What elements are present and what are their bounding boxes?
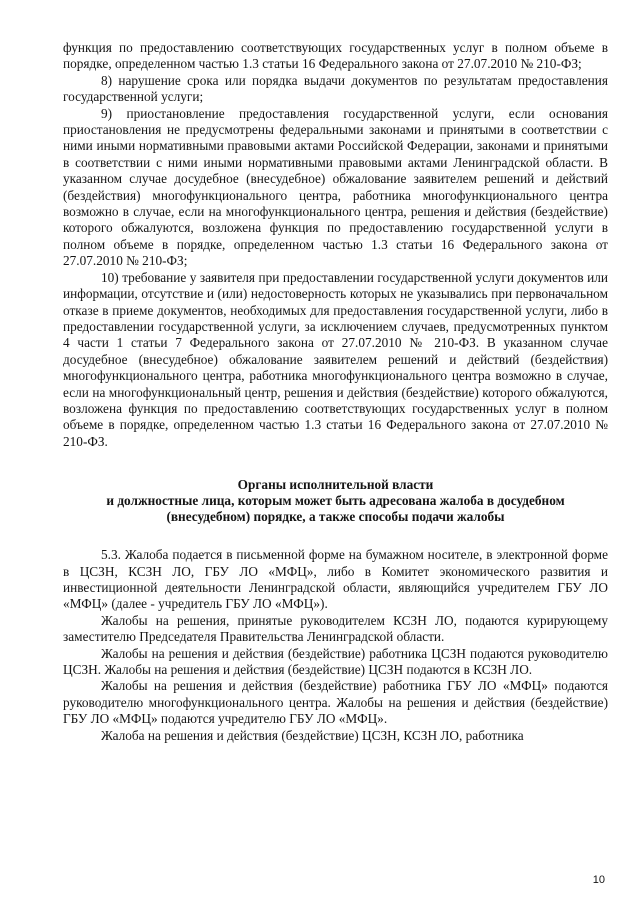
section-spacer (63, 525, 608, 547)
paragraph-item-10: 10) требование у заявителя при предоставлении государственной услуги документов или информации, отсутствие и (или) недостоверность которых не указывались при первоначальном отказе в приеме документов, необходимых для предоставления государственной услуги, либо в предоставлении государственной услуги, за исключением случаев, предусмотренных пунктом 4 части 1 статьи 7 Федерального закона от 27.07.2010 № 210-ФЗ. В указанном случае досудебное (внесудебное) обжалование заявителем решений и действий (бездействия) многофункционального центра, работника многофункционального центра возможно в случае, если на многофункциональный центр, решения и действия (бездействие) которого обжалуются, возложена функция по предоставлению соответствующих государственных услуг в полном объеме в порядке, определенном частью 1.3 статьи 16 Федерального закона от 27.07.2010 № 210-ФЗ. (63, 269, 608, 449)
section-heading-line-3: (внесудебном) порядке, а также способы подачи жалобы (166, 509, 505, 525)
paragraph-cszn-complaints: Жалобы на решения и действия (бездействие) работника ЦСЗН подаются руководителю ЦСЗН. Жалобы на решения и действия (бездействие) ЦСЗН подаются в КСЗН ЛО. (63, 645, 608, 677)
section-heading-line-1: Органы исполнительной власти (237, 477, 434, 493)
paragraph-item-9: 9) приостановление предоставления государственной услуги, если основания приостановления не предусмотрены федеральными законами и принятыми в соответствии с ними иными нормативными правовыми актами Российской Федерации, законами и принятыми в соответствии с ними иными нормативными правовыми актами Ленинградской области. В указанном случае досудебное (внесудебное) обжалование заявителем решений и действий (бездействия) многофункционального центра, работника многофункционального центра возможно в случае, если на многофункционального центра, решения и действия (бездействие) которого обжалуются, возложена функция по предоставлению государственной услуги в полном объеме в порядке, определенном частью 1.3 статьи 16 Федерального закона от 27.07.2010 № 210-ФЗ; (63, 105, 608, 269)
paragraph-final-partial: Жалоба на решения и действия (бездействие) ЦСЗН, КСЗН ЛО, работника (101, 727, 524, 743)
paragraph-continuation: функция по предоставлению соответствующих государственных услуг в полном объеме в порядке, определенном частью 1.3 статьи 16 Федерального закона от 27.07.2010 № 210-ФЗ; (63, 40, 608, 72)
paragraph-mfc-complaints: Жалобы на решения и действия (бездействие) работника ГБУ ЛО «МФЦ» подаются руководителю многофункционального центра. Жалобы на решения и действия (бездействие) ГБУ ЛО «МФЦ» подаются учредителю ГБУ ЛО «МФЦ». (63, 678, 608, 727)
paragraph-ksznlo-complaints: Жалобы на решения, принятые руководителем КСЗН ЛО, подаются курирующему заместителю Председателя Правительства Ленинградской области. (63, 612, 608, 645)
page-number: 10 (592, 874, 605, 886)
section-heading-line-2: и должностные лица, которым может быть адресована жалоба в досудебном (106, 493, 565, 509)
paragraph-item-8: 8) нарушение срока или порядка выдачи документов по результатам предоставления государственной услуги; (63, 72, 608, 105)
document-body (63, 40, 608, 744)
section-heading (63, 477, 608, 525)
paragraph-5-3: 5.3. Жалоба подается в письменной форме на бумажном носителе, в электронной форме в ЦСЗН, КСЗН ЛО, ГБУ ЛО «МФЦ», либо в Комитет экономического развития и инвестиционной деятельности Ленинградской области, являющийся учредителем ГБУ ЛО «МФЦ» (далее - учредитель ГБУ ЛО «МФЦ»). (63, 547, 608, 612)
